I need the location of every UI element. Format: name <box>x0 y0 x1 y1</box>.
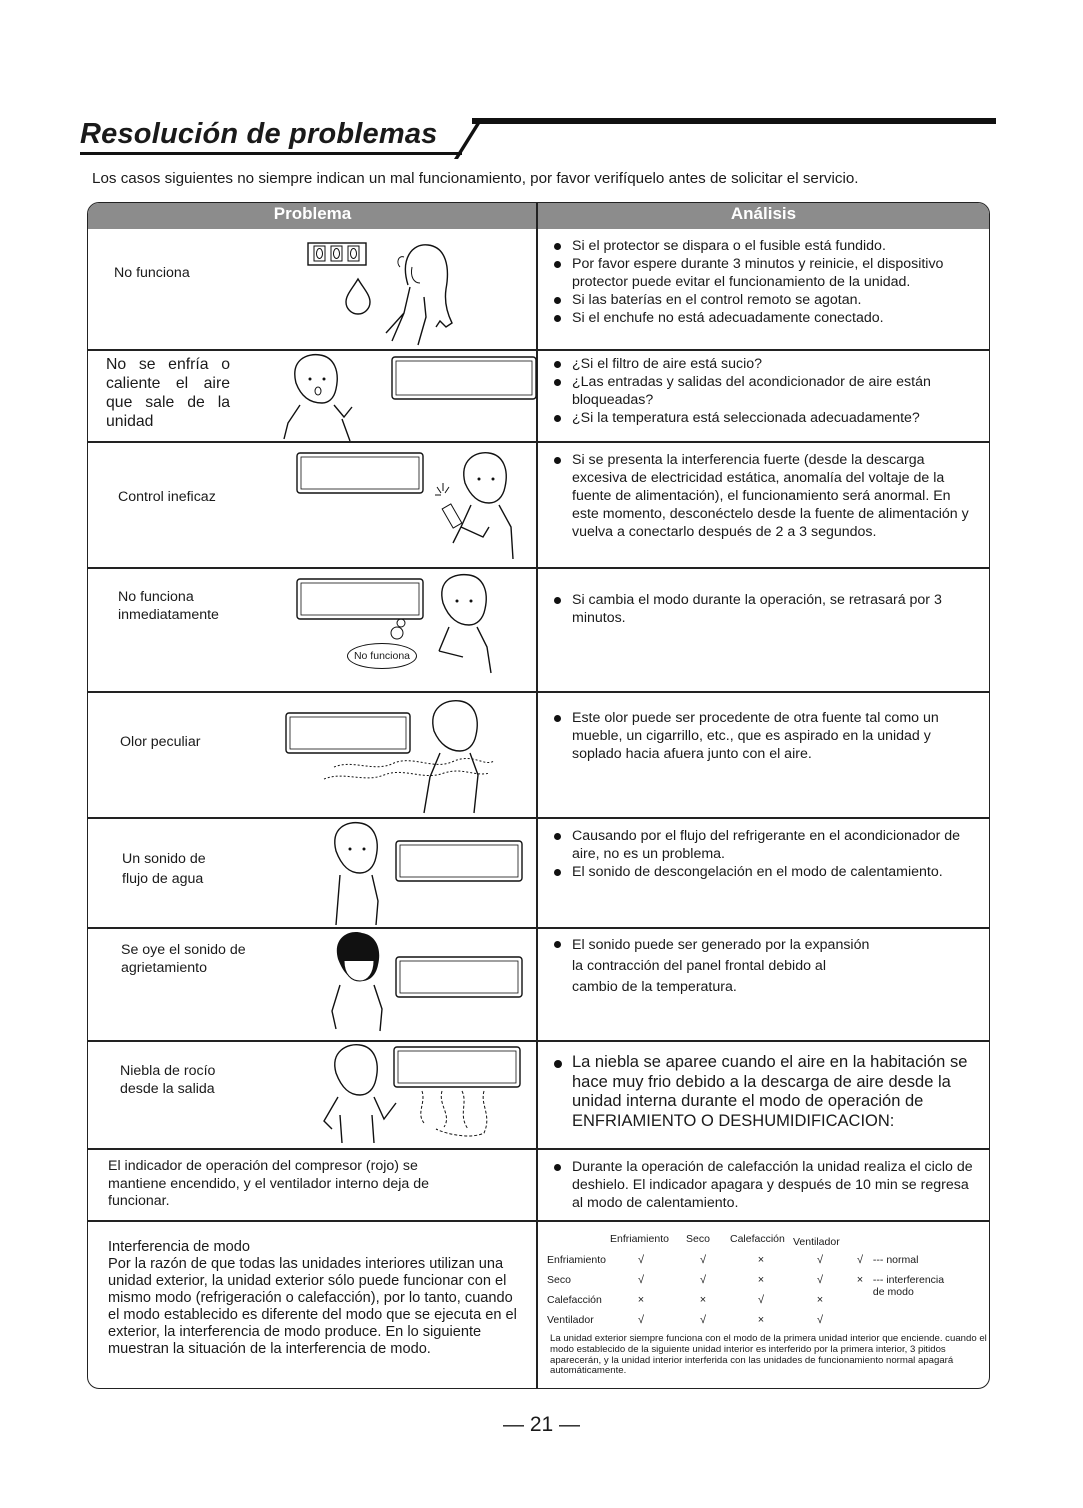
list-item: Si el enchufe no está adecuadamente conectado. <box>550 309 980 327</box>
problem-line: Niebla de rocío <box>120 1063 216 1079</box>
mode-cell: √ <box>699 1274 707 1286</box>
row-divider <box>88 817 989 819</box>
analysis-line: cambio de la temperatura. <box>572 979 737 995</box>
problem-line: No funciona <box>118 589 194 605</box>
problem-sonido-flujo <box>122 849 206 889</box>
mode-cell: × <box>757 1314 765 1326</box>
problem-line: inmediatamente <box>118 606 219 623</box>
list-item: Si cambia el modo durante la operación, se retrasará por 3 minutos. <box>550 591 980 627</box>
analysis-line: la contracción del panel frontal debido al <box>572 958 826 974</box>
legend-interference <box>850 1274 980 1298</box>
mode-cell: √ <box>637 1254 645 1266</box>
problem-indicador-compresor: El indicador de operación del compresor (rojo) se mantiene encendido, y el ventilador interno deja de funcionar. <box>108 1158 430 1209</box>
list-item: Este olor puede ser procedente de otra fuente tal como un mueble, un cigarrillo, etc., que es aspirado en la unidad y soplado hacia afuera junto con el aire. <box>550 709 980 763</box>
problem-text: Por la razón de que todas las unidades interiores utilizan una unidad exterior, la unidad exterior sólo puede funcionar con el mismo modo (refrigeración o calefacción), por lo tanto, cuando el modo establecido es diferente del modo que se ejecuta en el exterior, la interferencia de modo produce. En lo siguiente muestran la situación de la interferencia de modo. <box>108 1256 517 1357</box>
listening-woman-illustration <box>328 821 528 927</box>
analysis-sonido-flujo <box>550 827 980 881</box>
list-item: Durante la operación de calefacción la unidad realiza el ciclo de deshielo. El indicador apagara y después de 10 min se regresa al modo de calentamiento. <box>550 1158 980 1212</box>
analysis-agrietamiento <box>550 935 980 998</box>
list-item: El sonido puede ser generado por la expansión <box>550 935 980 956</box>
problem-no-enfria: No se enfría o caliente el aire que sale de la unidad <box>106 356 230 430</box>
woman-bubble-illustration <box>293 573 523 691</box>
row-divider <box>88 441 989 443</box>
mode-cell: √ <box>757 1294 765 1306</box>
problem-line: flujo de agua <box>122 871 204 887</box>
row-divider <box>88 927 989 929</box>
list-item: La niebla se aparee cuando el aire en la habitación se hace muy frio debido a la descarga de aire desde la unidad interna durante el modo de operación de ENFRIAMIENTO O DESHUMIDIFICACION: <box>550 1053 980 1131</box>
mode-row-label: Calefacción <box>547 1294 602 1306</box>
problem-control-ineficaz: Control ineficaz <box>118 489 216 505</box>
problem-line: Un sonido de <box>122 851 206 867</box>
list-item: ¿Las entradas y salidas del acondicionador de aire están bloqueadas? <box>550 373 980 409</box>
mode-cell: × <box>637 1294 645 1306</box>
mode-cell: √ <box>637 1314 645 1326</box>
problem-olor-peculiar: Olor peculiar <box>120 734 201 750</box>
analysis-indicador-compresor <box>550 1158 980 1212</box>
smell-illustration <box>284 697 524 815</box>
analysis-niebla <box>550 1053 980 1131</box>
list-item: ¿Si la temperatura está seleccionada adecuadamente? <box>550 409 980 427</box>
mode-row-label: Seco <box>547 1274 571 1286</box>
row-divider <box>88 1148 989 1150</box>
legend-text: --- normal <box>872 1254 919 1266</box>
mode-cell: √ <box>699 1254 707 1266</box>
row-divider <box>88 691 989 693</box>
woman-ac-illustration <box>278 353 538 441</box>
row-divider <box>88 567 989 569</box>
legend-text: --- interferencia de modo <box>872 1274 945 1298</box>
legend-symbol: × <box>856 1274 864 1286</box>
mode-cell: √ <box>816 1314 824 1326</box>
mode-cell: √ <box>816 1254 824 1266</box>
mode-cell: × <box>757 1254 765 1266</box>
mode-cell: × <box>816 1294 824 1306</box>
problem-no-funciona-inmediatamente <box>118 589 219 624</box>
list-item: El sonido de descongelación en el modo de calentamiento. <box>550 863 980 881</box>
header-problem: Problema <box>273 204 352 223</box>
mode-column-header: Enfriamiento <box>610 1233 669 1245</box>
header-analysis: Análisis <box>730 204 797 223</box>
list-item: Si el protector se dispara o el fusible está fundido. <box>550 237 980 255</box>
problem-no-funciona: No funciona <box>114 265 190 281</box>
list-item: Por favor espere durante 3 minutos y reinicie, el dispositivo protector puede evitar el funcionamiento de la unidad. <box>550 255 980 291</box>
mode-cell: √ <box>637 1274 645 1286</box>
cracking-illustration <box>326 931 526 1035</box>
title-bar <box>472 118 996 124</box>
remote-woman-illustration <box>293 447 523 565</box>
title-slash <box>454 121 482 159</box>
mode-row-label: Enfriamiento <box>547 1254 606 1266</box>
list-item: Si se presenta la interferencia fuerte (desde la descarga excesiva de electricidad estática, anomalía del voltaje de la fuente de alimentación), el funcionamiento será anormal. En este momento, desconéctelo desde la fuente de alimentación y vuelva a conectarlo después de 2 a 3 segundos. <box>550 451 980 541</box>
analysis-no-enfria <box>550 355 980 427</box>
mode-cell: √ <box>699 1314 707 1326</box>
legend-normal <box>850 1254 918 1266</box>
mode-cell: × <box>757 1274 765 1286</box>
problem-line: agrietamiento <box>121 959 207 976</box>
row-divider <box>88 349 989 351</box>
fuse-box-illustration <box>300 237 470 349</box>
page-number: — 21 — <box>502 1413 581 1436</box>
problem-interferencia-modo <box>108 1239 528 1358</box>
row-divider <box>88 1040 989 1042</box>
list-item: ¿Si el filtro de aire está sucio? <box>550 355 980 373</box>
analysis-control-ineficaz <box>550 451 980 541</box>
title-underline <box>80 152 462 155</box>
list-item: Si las baterías en el control remoto se agotan. <box>550 291 980 309</box>
problem-title: Interferencia de modo <box>108 1239 250 1255</box>
mode-cell: √ <box>816 1274 824 1286</box>
list-item: Causando por el flujo del refrigerante en el acondicionador de aire, no es un problema. <box>550 827 980 863</box>
page-title: Resolución de problemas <box>80 118 438 150</box>
troubleshooting-table <box>87 202 990 1389</box>
mode-column-header: Calefacción <box>730 1233 785 1245</box>
legend-symbol: √ <box>856 1254 864 1266</box>
analysis-olor-peculiar <box>550 709 980 763</box>
mode-column-header: Seco <box>686 1233 710 1245</box>
mode-cell: × <box>699 1294 707 1306</box>
problem-line: desde la salida <box>120 1080 215 1097</box>
row-divider <box>88 1220 989 1222</box>
mode-row-label: Ventilador <box>547 1314 594 1326</box>
problem-agrietamiento <box>121 942 246 977</box>
mode-column-header: Ventilador <box>793 1236 840 1248</box>
speech-bubble: No funciona <box>347 643 417 669</box>
problem-niebla <box>120 1063 215 1098</box>
analysis-no-funciona <box>550 237 980 327</box>
intro-text: Los casos siguientes no siempre indican un mal funcionamiento, por favor verifíquelo antes de solicitar el servicio. <box>92 170 859 187</box>
analysis-no-funciona-inmediatamente <box>550 591 980 627</box>
problem-line: Se oye el sonido de <box>121 942 246 958</box>
table-header <box>88 203 989 229</box>
mist-illustration <box>312 1043 528 1147</box>
mode-note: La unidad exterior siempre funciona con el modo de la primera unidad interior que enciende. cuando el modo establecido de la siguiente unidad interior es interferido por la primera interior, 3 pitidos aparecerán, y la unidad interior interferida con las unidades de funcionamiento normal apagará automáticamente. <box>550 1333 987 1377</box>
